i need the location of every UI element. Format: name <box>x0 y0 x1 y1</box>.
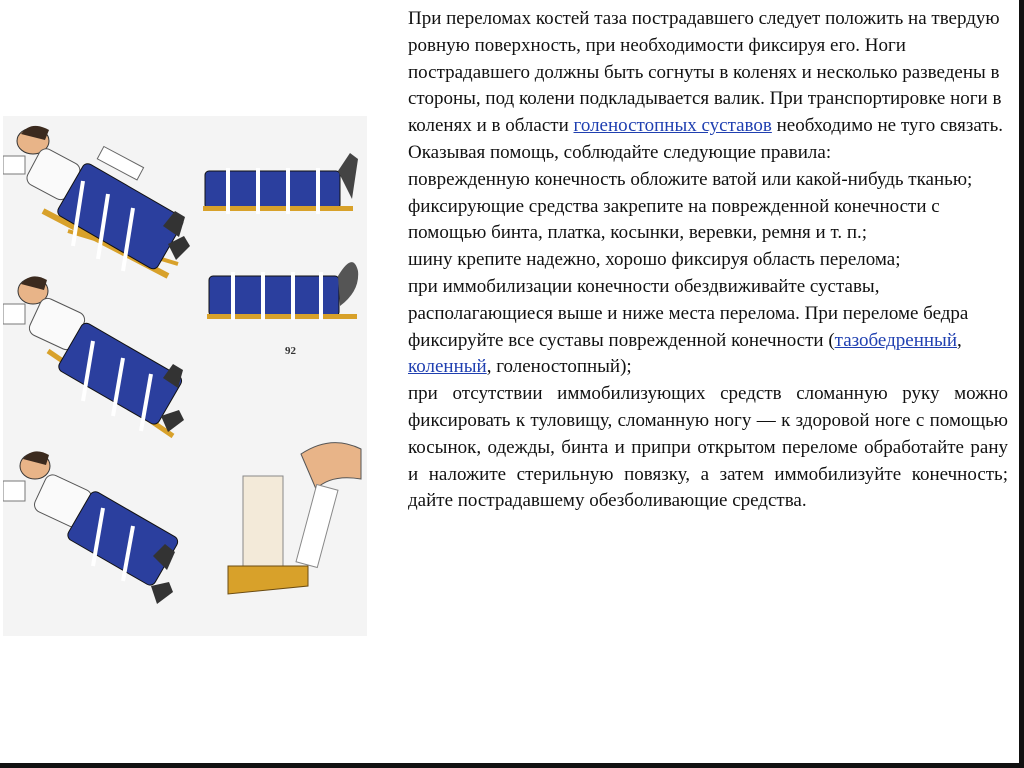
link-ankle-joints[interactable]: голеностопных суставов <box>573 115 772 137</box>
instruction-text <box>408 6 1008 515</box>
splinted-leg-2 <box>207 262 358 320</box>
splinting-illustration <box>3 116 367 636</box>
paragraph-rule-3: шину крепите надежно, хорошо фиксируя область перелома; <box>408 249 901 271</box>
link-knee-joint[interactable]: коленный <box>408 356 487 378</box>
paragraph-rule-5: при отсутствии иммобилизующих средств сломанную руку можно фиксировать к туловищу, сломанную ногу — к здоровой ноге с помощью косынок, одежды, бинта и припри открытом переломе обработайте рану и наложите стерильную повязку, а затем иммобилизуйте конечность; дайте пострадавшему обезболивающие средства. <box>408 383 1008 512</box>
paragraph-rule-1: поврежденную конечность обложите ватой или какой-нибудь тканью; <box>408 168 973 190</box>
paragraph-rule-4: при иммобилизации конечности обездвиживайте суставы, располагающиеся выше и ниже места перелома. При переломе бедра фиксируйте все суставы поврежденной конечности (тазобедренный, коленный, голеностопный); <box>408 275 969 378</box>
splinted-leg-1 <box>203 153 358 214</box>
patient-figure-2 <box>3 276 184 436</box>
paragraph-intro: При переломах костей таза пострадавшего следует положить на твердую ровную поверхность, при необходимости фиксируя его. Ноги пострадавшего должны быть согнуты в коленях и несколько разведены в стороны, под колени подкладывается валик. При транспортировке ноги в коленях и в области голеностопных суставов необходимо не туго связать. Оказывая помощь, соблюдайте следующие правила: <box>408 8 1004 163</box>
paragraph-rule-2: фиксирующие средства закрепите на поврежденной конечности с помощью бинта, платка, косынки, веревки, ремня и т. п.; <box>408 195 940 244</box>
figure-number: 92 <box>285 345 296 357</box>
patient-figure-1 <box>3 126 190 276</box>
patient-figure-3 <box>3 451 180 604</box>
bandaging-foot <box>228 443 361 594</box>
link-hip-joint[interactable]: тазобедренный <box>834 329 957 351</box>
